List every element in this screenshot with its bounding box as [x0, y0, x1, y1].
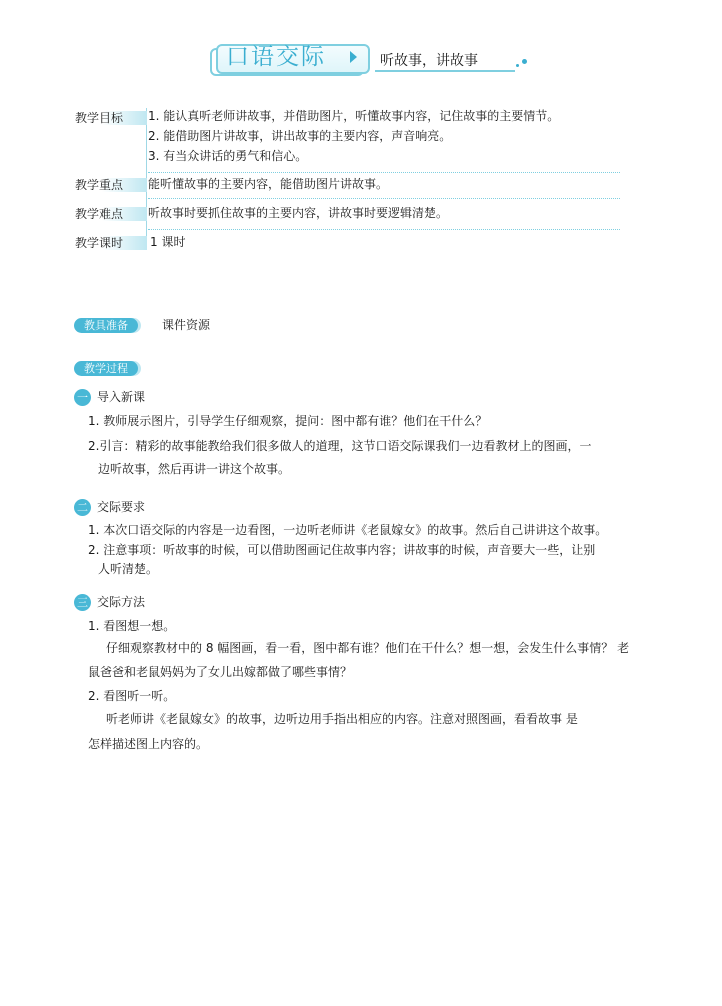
section-title: 交际方法 — [97, 595, 146, 609]
decor-dot-icon — [522, 59, 527, 64]
section-line: 人听清楚。 — [98, 562, 159, 576]
banner-underline — [375, 70, 515, 72]
difficulty-text: 听故事时要抓住故事的主要内容，讲故事时要逻辑清楚。 — [148, 206, 449, 220]
section-number-badge: 一 — [74, 389, 91, 406]
section-line: 1. 本次口语交际的内容是一边看图，一边听老师讲《老鼠嫁女》的故事。然后自己讲讲这个故事。 — [88, 523, 608, 537]
key-label: 教学重点 — [72, 178, 147, 192]
row-separator — [148, 172, 620, 173]
prep-pill: 教具准备 — [74, 318, 138, 333]
row-separator — [148, 198, 620, 199]
section-line: 边听故事，然后再讲一讲这个故事。 — [98, 462, 291, 476]
prep-text: 课件资源 — [162, 318, 211, 332]
difficulty-label: 教学难点 — [72, 207, 147, 221]
goal-item: 1. 能认真听老师讲故事，并借助图片，听懂故事内容，记住故事的主要情节。 — [148, 109, 560, 123]
section-line: 听老师讲《老鼠嫁女》的故事，边听边用手指出相应的内容。注意对照图画，看看故事 是 — [106, 712, 578, 726]
section-line: 2. 注意事项：听故事的时候，可以借助图画记住故事内容；讲故事的时候，声音要大一些，让别 — [88, 543, 596, 557]
lesson-subtitle: 听故事，讲故事 — [380, 53, 478, 69]
row-separator — [148, 229, 620, 230]
goal-item: 3. 有当众讲话的勇气和信心。 — [148, 149, 308, 163]
hours-text: 1 课时 — [150, 235, 186, 249]
section-line: 1. 教师展示图片，引导学生仔细观察，提问：图中都有谁？他们在干什么？ — [88, 414, 488, 428]
play-arrow-icon — [350, 51, 357, 63]
section-line: 仔细观察教材中的 8 幅图画，看一看，图中都有谁？他们在干什么？想一想，会发生什么事情？ 老 — [106, 641, 630, 655]
section-title: 导入新课 — [97, 390, 146, 404]
banner-title: 口语交际 — [226, 44, 326, 70]
hours-label: 教学课时 — [72, 236, 147, 250]
goal-item: 2. 能借助图片讲故事，讲出故事的主要内容，声音响亮。 — [148, 129, 452, 143]
section-line: 鼠爸爸和老鼠妈妈为了女儿出嫁都做了哪些事情？ — [88, 665, 353, 679]
section-title: 交际要求 — [97, 500, 146, 514]
key-text: 能听懂故事的主要内容，能借助图片讲故事。 — [148, 177, 389, 191]
section-number-badge: 三 — [74, 594, 91, 611]
decor-dot-icon — [516, 64, 519, 67]
section-line: 怎样描述图上内容的。 — [88, 737, 209, 751]
process-pill: 教学过程 — [74, 361, 138, 376]
section-line: 2.引言：精彩的故事能教给我们很多做人的道理，这节口语交际课我们一边看教材上的图画，一 — [88, 439, 592, 453]
section-line: 2. 看图听一听。 — [88, 689, 176, 703]
section-line: 1. 看图想一想。 — [88, 619, 176, 633]
section-number-badge: 二 — [74, 499, 91, 516]
goals-label: 教学目标 — [72, 111, 147, 125]
lesson-banner — [210, 42, 510, 72]
